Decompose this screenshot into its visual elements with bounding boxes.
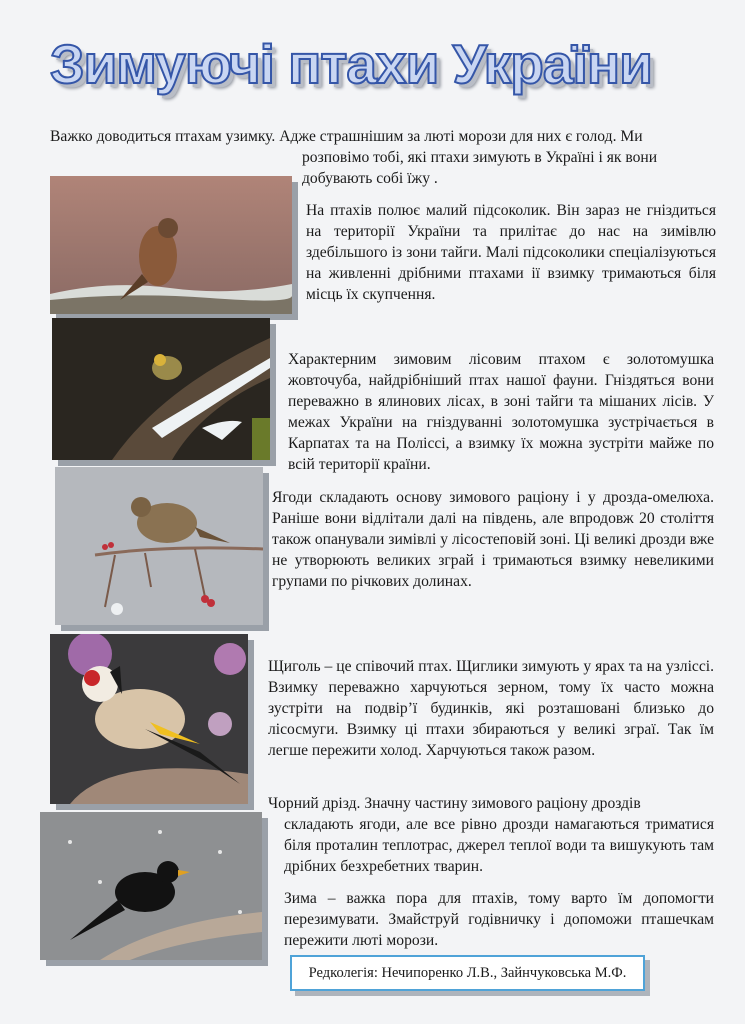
blackbird-text-line-1: Чорний дрізд. Значну частину зимового раціону дроздів [268, 795, 641, 812]
merlin-photo [50, 176, 292, 314]
goldcrest-text: Характерним зимовим лісовим птахом є золотомушка жовточуба, найдрібніший птах нашої фауни. Гніздяться вони переважно в ялинових лісах, в зоні тайги та мішаних лісів. У межах України на гніздуванні золотомушка зустрічається в Карпатах та на Поліссі, а взимку їх можна зустріти майже по всій території країни. [288, 351, 714, 473]
page-title: Зимуючі птахи України [50, 33, 652, 95]
intro-line-1: Важко доводиться птахам узимку. Адже страшнішим за люті морози для них є голод. Ми [50, 128, 643, 145]
intro-line-2: розповімо тобі, які птахи зимують в Україні і як вони [302, 149, 658, 166]
blackbird-photo [40, 812, 262, 960]
merlin-text: На птахів полює малий підсоколик. Він зараз не гніздиться на території України та прилітає до нас на зимівлю здебільшого із зони тайги. Малі підсоколики спеціалізуються на живленні дрібними птахами ії взимку тримаються біля місць їх скупчення. [306, 202, 716, 303]
editors-box: Редколегія: Нечипоренко Л.В., Зайнчуковська М.Ф. [290, 955, 645, 991]
goldfinch-photo [50, 634, 248, 804]
goldfinch-text: Щиголь – це співочий птах. Щиглики зимують у ярах та на узліссі. Взимку переважно харчуються зерном, тому їх часто можна зустріти на подвір’ї будинків, які розташовані близько до лісосмуги. Взимку ці птахи збираються у великі зграї. Так їм легше пережити холод. Харчуються також разом. [268, 658, 714, 759]
blackbird-text: складають ягоди, але все рівно дрозди намагаються триматися біля проталин теплотрас, джерел теплої води та вишукують там дрібних безхребетних тварин. [284, 816, 714, 875]
intro-line-3: добувають собі їжу . [302, 170, 438, 187]
thrush-text: Ягоди складають основу зимового раціону і у дрозда-омелюха. Раніше вони відлітали далі на південь, але впродовж 20 століття також опанували зимівлі у лісостеповій зоні. Ці великі дрозди вже не утворюють великих зграй і тримаються взимку невеликими групами по річкових долинах. [272, 489, 714, 590]
thrush-photo [55, 467, 263, 625]
goldcrest-photo [52, 318, 270, 460]
closing-text: Зима – важка пора для птахів, тому варто їм допомогти перезимувати. Змайструй годівничку і допоможи пташечкам пережити люті морози. [284, 890, 714, 949]
